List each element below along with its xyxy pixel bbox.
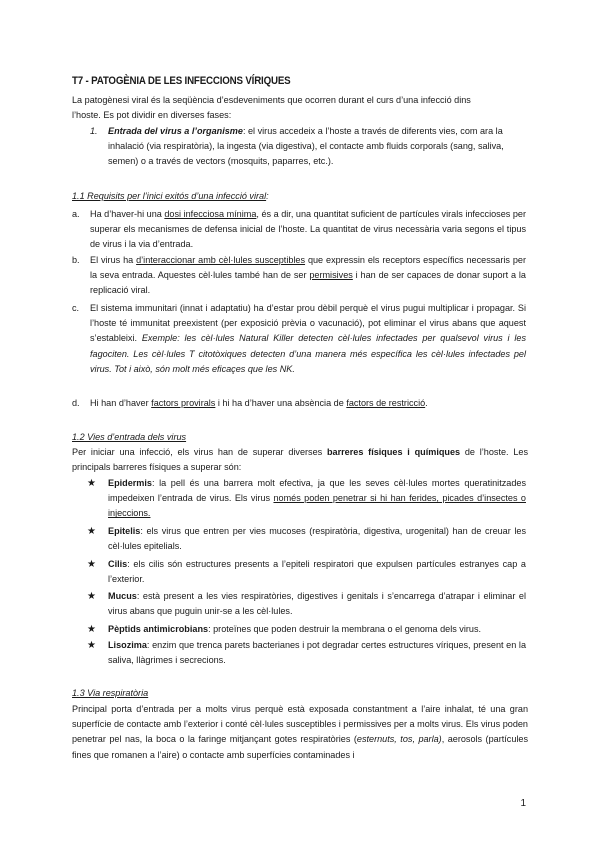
star-icon: ★ [87,526,96,537]
barrier-item-cilis [87,557,526,587]
requirement-c-marker: c. [72,303,80,313]
barrier-text: : proteïnes que poden destruir la membrana o el genoma dels virus. [208,624,482,634]
phase-1-label: Entrada del virus a l’organisme [108,126,243,136]
barrier-text: : està present a les vies respiratòries, digestives i genitals i s’encarrega d’atrapar i eliminar el virus abans que puguin unir-se a les cèl·lules. [108,591,526,617]
phase-1-marker: 1. [90,126,98,136]
intro-line-1: La patogènesi viral és la seqüència d’esdeveniments que ocorren durant el curs d’una infecció dins [72,95,471,105]
section-1-1-heading-suffix: : [266,191,269,201]
requirement-c-example: Exemple: les cèl·lules Natural Killer detecten cèl·lules infectades per qualsevol virus i les fagociten. Les cèl·lules T citotòxiques detecten d’una manera més específica les cèl·lules infectades pel virus. Tot i això, són molt més eficaçes que les NK. [90,333,526,374]
requirement-a [72,207,526,253]
requirement-d-underline-1: factors provirals [151,398,216,408]
requirement-a-text-2: , és a dir, una quantitat suficient de partícules virals infeccioses per superar els mecanismes de defensa inicial de l’hoste. La quantitat de virus necessària varia segons el tipus de virus i la via d’entrada. [90,209,526,250]
requirement-d [72,396,526,411]
section-1-2-text-1: Per iniciar una infecció, els virus han de superar diverses [72,447,327,457]
star-icon: ★ [87,559,96,570]
star-icon: ★ [87,640,96,651]
requirement-a-marker: a. [72,209,80,219]
section-1-2-text-2: de l’hoste. Les principals barreres físiques a superar són: [72,447,528,473]
requirement-b [72,253,527,299]
phase-1-item [90,124,528,170]
requirement-a-text-1: Ha d’haver-hi una [90,209,165,219]
barrier-text: : la pell és una barrera molt efectiva, ja que les seves cèl·lules mortes queratinitzades impedeixen l’entrada de virus. Els virus [108,478,526,504]
section-1-3-heading [72,686,148,701]
barrier-label: Cilis [108,559,128,569]
barrier-item-peptids [87,622,526,637]
barrier-item-mucus [87,589,526,619]
barrier-item-epidermis [87,476,526,522]
barrier-text: : enzim que trenca parets bacterianes i pot degradar certes estructures víriques, present en la saliva, llàgrimes i secrecions. [108,640,526,666]
section-1-2-heading [72,430,186,445]
barrier-label: Pèptids antimicrobians [108,624,209,634]
requirement-d-text-1: Hi han d’haver [90,398,152,408]
phase-1-text-b: la inhalació (via respiratòria), la ingesta (via digestiva), el contacte amb fluids corporals (sang, saliva, semen) o a través de vectors (mosquits, paparres, etc.). [108,126,504,167]
section-1-3-italic: esternuts, tos, parla) [356,734,442,745]
barrier-label: Lisozima [108,640,147,650]
barrier-item-lisozima [87,638,526,668]
page-title: T7 - PATOGÈNIA DE LES INFECCIONS VÍRIQUES [72,75,291,87]
requirement-d-text-3: . [425,398,428,408]
section-1-2-bold: barreres físiques i químiques [326,447,461,457]
requirement-c-text-1: El sistema immunitari (innat i adaptatiu) ha d’estar prou dèbil perquè el virus pugui multiplicar i propagar. Si l’hoste té immunitat preexistent (per exposició prèvia o vacunació), pot eliminar el virus abans que aquest s’estableixi. [90,303,526,344]
barrier-underline: només poden penetrar si hi han ferides, picades d’insectes o injeccions. [108,493,526,519]
requirement-d-underline-2: factors de restricció [346,398,426,408]
requirement-c [72,301,526,377]
requirement-b-marker: b. [72,255,80,265]
section-1-3-paragraph [72,702,528,763]
section-1-3-text-2: , aerosols (partícules fines que romanen a l’aire) o contacte amb superfícies contaminades i [72,734,529,760]
section-1-1-heading [72,189,269,204]
requirement-a-underline: dosi infecciosa mínima [164,209,257,219]
section-1-2-heading-text: 1.2 Vies d’entrada dels virus [72,432,187,442]
section-1-2-paragraph [72,445,528,475]
requirement-b-text-2: que expressin els receptors específics necessaris per la seva entrada. Aquestes cèl·lules també han de ser [90,255,527,281]
star-icon: ★ [87,478,96,489]
section-1-3-text-1: Principal porta d’entrada per a molts virus perquè està exposada constantment a l’aire inhalat, té una gran superfície de contacte amb l’exterior i conté cèl·lules susceptibles i permissives per a molts virus. Els virus poden penetrar pel nas, la boca o la faringe mitjançant gotes respiratòries ( [72,704,528,745]
intro-paragraph [72,93,528,123]
barrier-text: : els virus que entren per vies mucoses (respiratòria, digestiva, urogenital) han de creuar les cèl·lules epitelials. [108,526,526,552]
section-1-3-heading-text: 1.3 Via respiratòria [72,688,149,698]
intro-line-2: l’hoste. Es pot dividir en diverses fases: [72,110,232,121]
page-number: 1 [520,798,526,809]
star-icon: ★ [87,591,96,602]
barrier-text: : els cilis són estructures presents a l’epiteli respiratori que expulsen partícules estranyes cap a l’exterior. [108,559,526,585]
barrier-item-epitelis [87,524,526,554]
requirement-d-marker: d. [72,398,80,408]
requirement-b-underline-2: permisives [309,270,353,281]
phase-1-text-a: : el virus accedeix a l’hoste a través de diferents vies, com ara [242,126,494,136]
star-icon: ★ [87,624,96,635]
requirement-d-text-2: i hi ha d’haver una absència de [215,398,347,408]
barrier-label: Mucus [108,591,137,601]
requirement-b-text-1: El virus ha [90,255,137,265]
barrier-label: Epidermis [108,478,152,488]
section-1-1-heading-text: 1.1 Requisits per l’inici exitós d’una infecció viral [72,191,267,201]
requirement-b-underline-1: d’interaccionar amb cèl·lules susceptibles [136,255,306,265]
requirement-b-text-3: i han de ser capaces de donar suport a la replicació viral. [90,270,526,296]
barrier-label: Epitelis [108,526,141,536]
